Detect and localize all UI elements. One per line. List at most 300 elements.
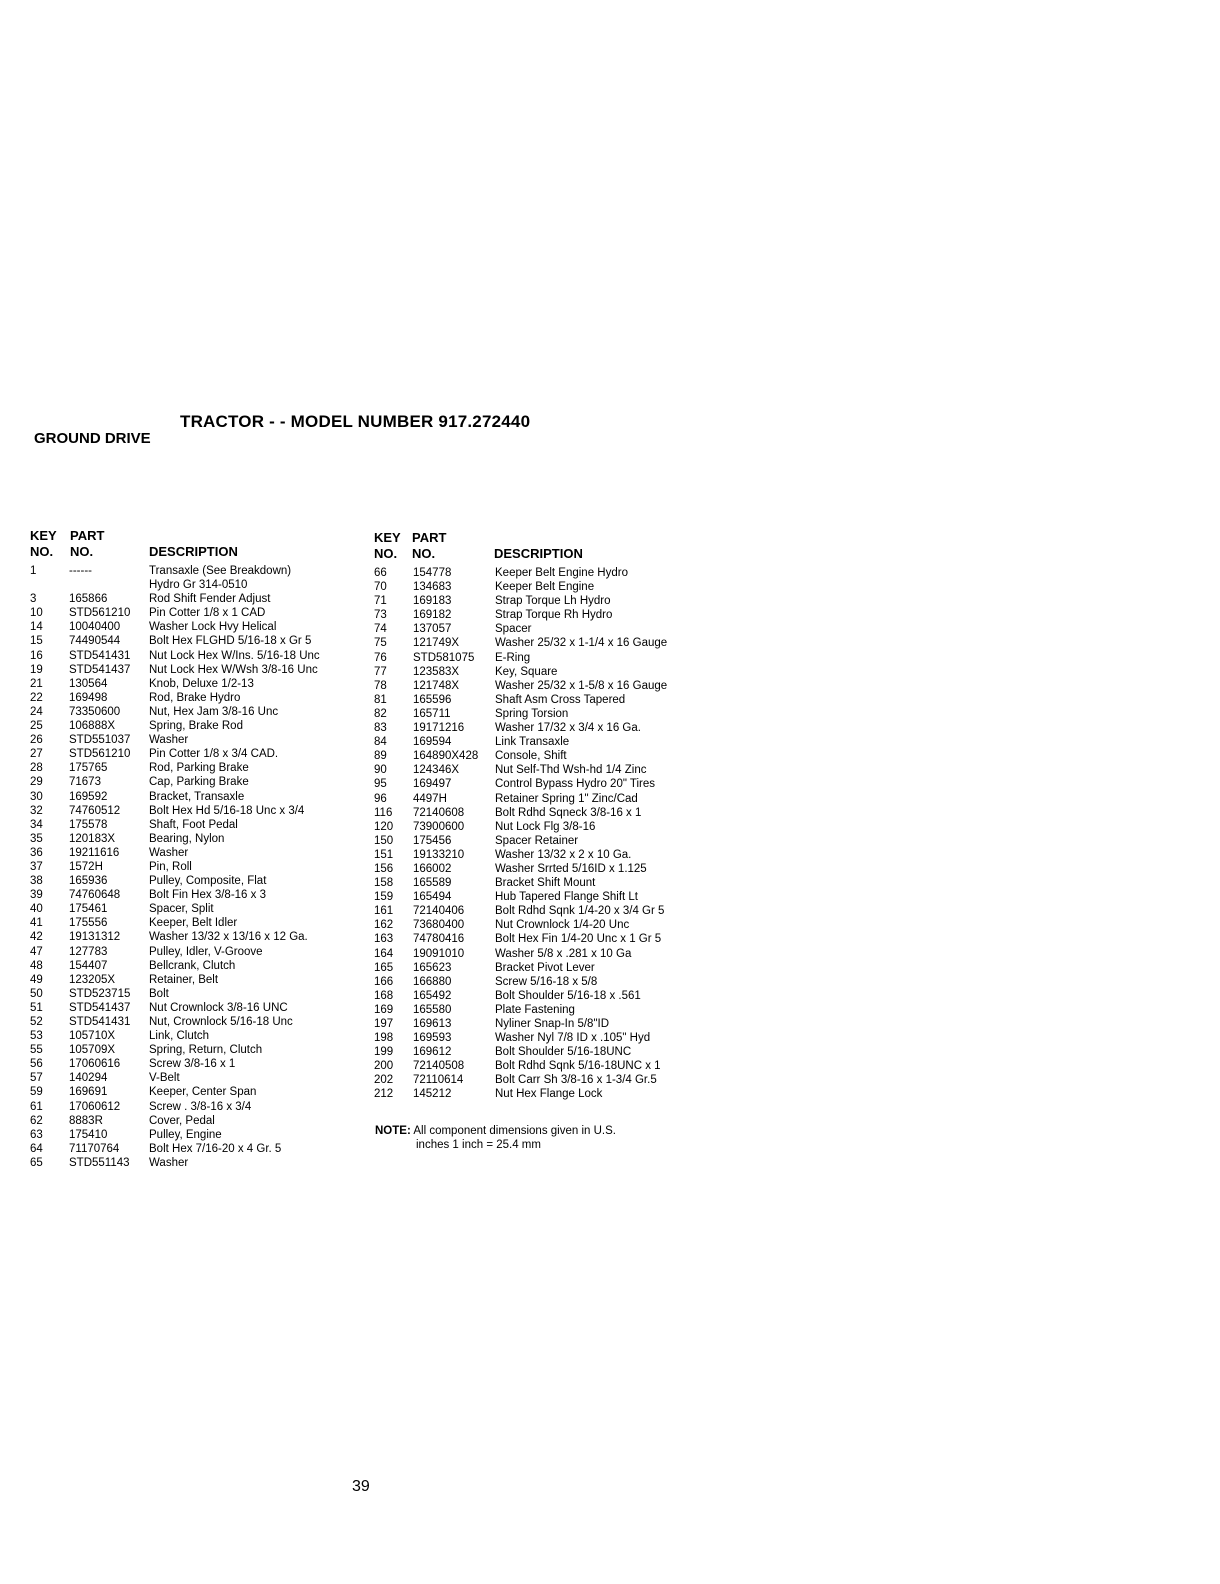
table-row [30, 804, 370, 818]
description-cell: Washer 13/32 x 13/16 x 12 Ga. [149, 931, 308, 944]
part-no-cell: STD581075 [413, 651, 475, 664]
part-no-cell: 169691 [69, 1086, 108, 1099]
key-no-cell: 1 [30, 565, 37, 577]
description-cell: Bolt Shoulder 5/16-18UNC [495, 1046, 632, 1059]
description-cell: Washer Srrted 5/16ID x 1.125 [495, 862, 647, 875]
table-row [30, 1128, 370, 1142]
description-cell: Bolt Rdhd Sqnk 5/16-18UNC x 1 [495, 1060, 661, 1073]
table-row [374, 918, 714, 932]
key-no-cell: 78 [374, 679, 387, 692]
part-no-cell: 19211616 [69, 846, 120, 859]
part-no-cell: 121748X [413, 679, 460, 692]
key-no-cell: 65 [30, 1156, 43, 1169]
key-no-cell: 59 [30, 1086, 43, 1099]
part-no-cell: 169613 [413, 1018, 452, 1030]
table-row [30, 930, 370, 944]
key-no-cell: 57 [30, 1072, 43, 1085]
key-no-cell: 116 [374, 806, 393, 819]
table-row [374, 876, 714, 890]
key-no-cell: 95 [374, 778, 387, 791]
description-cell: Bolt Rdhd Sqneck 3/8-16 x 1 [495, 806, 642, 819]
key-no-cell: 96 [374, 792, 387, 805]
description-cell: Link Transaxle [495, 736, 570, 749]
key-no-cell: 39 [30, 889, 43, 902]
description-cell: Spring, Return, Clutch [149, 1044, 263, 1057]
key-no-cell: 37 [30, 860, 43, 873]
description-cell: Nut Crownlock 1/4-20 Unc [495, 919, 630, 932]
table-row [30, 733, 370, 747]
key-no-cell: 61 [30, 1100, 43, 1113]
table-row [30, 564, 370, 578]
description-cell: Bolt [149, 987, 169, 1000]
table-row [374, 1017, 714, 1031]
table-row [30, 1100, 370, 1114]
key-no-cell: 120 [374, 820, 394, 833]
part-no-cell: 164890X428 [413, 750, 479, 763]
table-row [30, 832, 370, 846]
table-row [30, 1071, 370, 1085]
table-row [374, 651, 714, 665]
part-no-cell: STD551037 [69, 734, 131, 747]
description-cell: Pulley, Composite, Flat [149, 875, 267, 888]
part-no-cell: STD541437 [69, 1001, 131, 1014]
description-cell: Washer [149, 1156, 189, 1169]
description-cell: Nut Lock Flg 3/8-16 [495, 820, 596, 833]
part-no-cell: 137057 [413, 623, 452, 636]
key-no-cell: 49 [30, 973, 43, 986]
key-no-cell: 89 [374, 750, 387, 763]
table-row [30, 705, 370, 719]
table-row [374, 932, 714, 946]
key-no-cell: 42 [30, 931, 43, 944]
part-no-cell: 154407 [69, 959, 108, 972]
part-no-cell: 74760512 [69, 804, 121, 817]
key-no-cell: 63 [30, 1128, 43, 1141]
table-row [374, 989, 714, 1003]
note-label: NOTE: [375, 1125, 411, 1137]
table-row [374, 806, 714, 820]
key-no-cell: 40 [30, 903, 43, 916]
part-no-cell: 123583X [413, 665, 460, 678]
key-no-cell: 84 [374, 736, 387, 749]
key-no-cell: 24 [30, 705, 43, 718]
part-no-cell: 74760648 [69, 889, 121, 902]
description-cell: Keeper Belt Engine Hydro [495, 567, 628, 579]
description-cell: Key, Square [495, 665, 558, 678]
part-no-cell: STD561210 [69, 748, 131, 761]
key-no-cell: 158 [374, 877, 394, 890]
key-no-cell: 151 [374, 848, 394, 861]
description-cell: Rod, Brake Hydro [149, 691, 241, 704]
key-no-cell: 82 [374, 707, 387, 720]
table-row [374, 622, 714, 636]
key-no-cell: 32 [30, 804, 43, 817]
key-no-cell: 41 [30, 917, 43, 930]
description-cell: Washer 17/32 x 3/4 x 16 Ga. [495, 722, 641, 735]
key-no-cell: 55 [30, 1044, 43, 1057]
key-no-cell: 34 [30, 818, 43, 831]
table-row [374, 580, 714, 594]
part-no-cell: 1572H [69, 860, 103, 873]
part-no-cell: 72140608 [413, 806, 465, 819]
part-no-cell: 19171216 [413, 722, 465, 735]
description-cell: Bolt Shoulder 5/16-18 x .561 [495, 989, 641, 1002]
part-no-cell: STD541437 [69, 663, 131, 676]
key-no-cell: 36 [30, 846, 43, 859]
description-cell: Nut, Hex Jam 3/8-16 Unc [149, 705, 279, 718]
description-cell: Transaxle (See Breakdown) [149, 565, 292, 577]
table-row [374, 1003, 714, 1017]
table-row [30, 916, 370, 930]
key-no-cell: 73 [374, 609, 387, 622]
table-row [374, 904, 714, 918]
table-row [30, 987, 370, 1001]
table-row [30, 1085, 370, 1099]
description-cell: Spring, Brake Rod [149, 720, 243, 733]
page-title: TRACTOR - - MODEL NUMBER 917.272440 [180, 412, 531, 431]
part-no-cell: 121749X [413, 637, 460, 650]
description-cell: Cover, Pedal [149, 1114, 215, 1127]
key-no-cell: 21 [30, 677, 43, 690]
key-no-cell: 16 [30, 649, 43, 662]
part-no-cell: 4497H [413, 792, 447, 805]
part-no-cell: 165589 [413, 877, 452, 890]
key-no-cell: 52 [30, 1016, 43, 1028]
description-cell: Washer 13/32 x 2 x 10 Ga. [495, 848, 632, 861]
header-part-no-label: NO. [412, 546, 436, 561]
description-cell: Retainer Spring 1" Zinc/Cad [495, 792, 638, 805]
description-cell: Strap Torque Rh Hydro [495, 609, 613, 622]
part-no-cell: 73350600 [69, 705, 121, 718]
part-no-cell: STD541431 [69, 1016, 131, 1028]
description-cell: Link, Clutch [149, 1030, 210, 1043]
part-no-cell: STD523715 [69, 987, 131, 1000]
table-row [374, 961, 714, 975]
description-cell: Bolt Hex 7/16-20 x 4 Gr. 5 [149, 1142, 282, 1155]
part-no-cell: 165711 [413, 707, 451, 720]
key-no-cell: 150 [374, 834, 394, 847]
part-no-cell: 17060616 [69, 1058, 121, 1071]
description-cell: Bearing, Nylon [149, 832, 225, 845]
description-cell: Nut Self-Thd Wsh-hd 1/4 Zinc [495, 764, 647, 777]
part-no-cell: 72110614 [413, 1074, 464, 1087]
description-cell: Pin, Roll [149, 860, 192, 873]
table-row [30, 649, 370, 663]
table-row [374, 1087, 714, 1101]
key-no-cell: 198 [374, 1032, 394, 1045]
description-cell: Bolt Fin Hex 3/8-16 x 3 [149, 889, 266, 902]
part-no-cell: 140294 [69, 1072, 108, 1085]
part-no-cell: 71170764 [69, 1142, 120, 1155]
key-no-cell: 66 [374, 567, 387, 579]
table-row [30, 1057, 370, 1071]
part-no-cell: 165623 [413, 961, 452, 974]
description-cell: Nut, Crownlock 5/16-18 Unc [149, 1016, 293, 1028]
description-cell: Bellcrank, Clutch [149, 959, 236, 972]
key-no-cell: 25 [30, 720, 43, 733]
table-row [374, 1073, 714, 1087]
part-no-cell: 175578 [69, 818, 108, 831]
table-row [30, 1043, 370, 1057]
part-no-cell: 169498 [69, 691, 108, 704]
key-no-cell: 75 [374, 637, 387, 650]
key-no-cell: 163 [374, 933, 394, 946]
description-cell: Washer 5/8 x .281 x 10 Ga [495, 947, 632, 960]
key-no-cell: 83 [374, 722, 387, 735]
header-part-label: PART [412, 530, 447, 545]
key-no-cell: 3 [30, 593, 37, 606]
table-row [30, 973, 370, 987]
key-no-cell: 29 [30, 776, 43, 789]
header-part-no-label: NO. [70, 544, 94, 559]
part-no-cell: 154778 [413, 567, 452, 579]
key-no-cell: 38 [30, 875, 43, 888]
description-cell: Keeper, Center Span [149, 1086, 257, 1099]
part-no-cell: 169182 [413, 609, 452, 622]
part-no-cell: 175410 [69, 1128, 108, 1141]
table-row [374, 792, 714, 806]
description-cell: Nut Lock Hex W/Ins. 5/16-18 Unc [149, 649, 320, 662]
part-no-cell: 120183X [69, 832, 116, 845]
part-no-cell: 165494 [413, 891, 452, 904]
part-no-cell: 127783 [69, 945, 108, 958]
part-no-cell: 106888X [69, 720, 116, 733]
description-cell: Knob, Deluxe 1/2-13 [149, 677, 254, 690]
key-no-cell: 19 [30, 663, 43, 676]
table-row [30, 945, 370, 959]
key-no-cell: 166 [374, 975, 394, 988]
table-row [374, 679, 714, 693]
part-no-cell: STD541431 [69, 649, 131, 662]
table-header-right [374, 530, 714, 566]
description-cell: Spacer [495, 623, 532, 636]
table-row [374, 947, 714, 961]
description-cell: Rod, Parking Brake [149, 762, 249, 775]
description-cell: Washer 25/32 x 1-1/4 x 16 Gauge [495, 637, 668, 650]
header-key-label: KEY [30, 528, 57, 543]
table-row [30, 860, 370, 874]
table-row [374, 636, 714, 650]
part-no-cell: 166880 [413, 975, 452, 988]
part-no-cell: 145212 [413, 1088, 452, 1101]
part-no-cell: 73900600 [413, 820, 465, 833]
table-row [30, 1142, 370, 1156]
key-no-cell: 62 [30, 1114, 43, 1127]
table-row [30, 1029, 370, 1043]
part-no-cell: 165492 [413, 989, 452, 1002]
description-cell: Spring Torsion [495, 707, 569, 720]
part-no-cell: 10040400 [69, 621, 121, 634]
table-header-left [30, 528, 370, 564]
part-no-cell: 8883R [69, 1114, 103, 1127]
header-key-no-label: NO. [374, 546, 398, 561]
description-cell: Washer 25/32 x 1-5/8 x 16 Gauge [495, 679, 668, 692]
key-no-cell: 64 [30, 1142, 43, 1155]
table-row [374, 834, 714, 848]
part-no-cell: 74490544 [69, 635, 121, 648]
part-no-cell: 165936 [69, 875, 108, 888]
key-no-cell: 71 [374, 595, 387, 608]
key-no-cell: 165 [374, 961, 394, 974]
table-row [374, 1031, 714, 1045]
description-cell: Cap, Parking Brake [149, 776, 249, 789]
key-no-cell: 202 [374, 1074, 394, 1087]
part-no-cell: 165866 [69, 593, 108, 606]
description-cell: Washer [149, 734, 189, 747]
description-cell: Hydro Gr 314-0510 [149, 579, 248, 592]
key-no-cell: 22 [30, 691, 43, 704]
table-row [374, 707, 714, 721]
key-no-cell: 212 [374, 1088, 394, 1101]
part-no-cell: 134683 [413, 581, 452, 594]
key-no-cell: 90 [374, 764, 387, 777]
key-no-cell: 76 [374, 651, 387, 664]
key-no-cell: 164 [374, 947, 394, 960]
table-row [374, 862, 714, 876]
table-row [374, 693, 714, 707]
table-row [374, 735, 714, 749]
table-row [30, 1015, 370, 1029]
table-body-right [374, 566, 714, 1102]
key-no-cell: 81 [374, 693, 387, 706]
description-cell: Bolt Carr Sh 3/8-16 x 1-3/4 Gr.5 [495, 1074, 657, 1087]
table-row [374, 975, 714, 989]
table-row [374, 749, 714, 763]
part-no-cell: 165596 [413, 693, 452, 706]
description-cell: Bolt Hex FLGHD 5/16-18 x Gr 5 [149, 635, 312, 648]
table-row [374, 566, 714, 580]
table-row [30, 1156, 370, 1170]
description-cell: Pulley, Idler, V-Groove [149, 945, 263, 958]
table-row [30, 902, 370, 916]
description-cell: Pulley, Engine [149, 1128, 222, 1141]
key-no-cell: 70 [374, 581, 387, 594]
part-no-cell: 169183 [413, 595, 452, 608]
part-no-cell: 17060612 [69, 1100, 121, 1113]
key-no-cell: 15 [30, 635, 43, 648]
description-cell: Screw 3/8-16 x 1 [149, 1058, 236, 1071]
parts-table-left [30, 528, 370, 1170]
key-no-cell: 169 [374, 1003, 394, 1016]
table-row [30, 691, 370, 705]
header-key-label: KEY [374, 530, 401, 545]
key-no-cell: 74 [374, 623, 387, 636]
table-row [30, 620, 370, 634]
header-description-label: DESCRIPTION [494, 546, 583, 561]
key-no-cell: 161 [374, 905, 394, 918]
key-no-cell: 56 [30, 1058, 43, 1071]
table-row [374, 820, 714, 834]
part-no-cell: 169592 [69, 790, 108, 803]
key-no-cell: 197 [374, 1018, 394, 1030]
description-cell: Washer Lock Hvy Helical [149, 621, 277, 634]
description-cell: Console, Shift [495, 750, 567, 763]
table-row [30, 634, 370, 648]
key-no-cell: 162 [374, 919, 394, 932]
description-cell: Shaft Asm Cross Tapered [495, 693, 626, 706]
description-cell: Bolt Hex Hd 5/16-18 Unc x 3/4 [149, 804, 305, 817]
description-cell: E-Ring [495, 651, 531, 664]
description-cell: Hub Tapered Flange Shift Lt [495, 891, 638, 904]
table-row [30, 818, 370, 832]
part-no-cell: 72140406 [413, 905, 465, 918]
part-no-cell: 130564 [69, 677, 108, 690]
description-cell: Nyliner Snap-In 5/8"ID [495, 1018, 610, 1030]
part-no-cell: 169497 [413, 778, 452, 791]
part-no-cell: 19133210 [413, 848, 465, 861]
key-no-cell: 199 [374, 1046, 394, 1059]
dimension-note [375, 1124, 616, 1152]
key-no-cell: 10 [30, 607, 43, 620]
table-row [30, 1001, 370, 1015]
key-no-cell: 47 [30, 945, 43, 958]
part-no-cell: STD561210 [69, 607, 131, 620]
part-no-cell: 169612 [413, 1046, 452, 1059]
part-no-cell: 123205X [69, 973, 116, 986]
table-row [374, 890, 714, 904]
key-no-cell: 53 [30, 1030, 43, 1043]
note-line-1: All component dimensions given in U.S. [413, 1125, 616, 1137]
part-no-cell: 175556 [69, 917, 108, 930]
table-row [30, 719, 370, 733]
table-row [374, 721, 714, 735]
table-row [374, 665, 714, 679]
description-cell: Spacer Retainer [495, 834, 579, 847]
description-cell: Nut Lock Hex W/Wsh 3/8-16 Unc [149, 663, 318, 676]
description-cell: Nut Crownlock 3/8-16 UNC [149, 1001, 288, 1014]
part-no-cell: 19091010 [413, 947, 465, 960]
description-cell: Retainer, Belt [149, 973, 219, 986]
key-no-cell: 30 [30, 790, 43, 803]
description-cell: V-Belt [149, 1072, 180, 1085]
description-cell: Keeper, Belt Idler [149, 917, 238, 930]
table-row [30, 592, 370, 606]
description-cell: Pin Cotter 1/8 x 1 CAD [149, 607, 266, 620]
description-cell: Control Bypass Hydro 20" Tires [495, 778, 656, 791]
table-row [30, 874, 370, 888]
table-row [374, 1059, 714, 1073]
table-row [30, 677, 370, 691]
part-no-cell: STD551143 [69, 1156, 130, 1169]
table-row [30, 846, 370, 860]
part-no-cell: 124346X [413, 764, 460, 777]
description-cell: Plate Fastening [495, 1003, 575, 1016]
table-row [30, 790, 370, 804]
part-no-cell: 71673 [69, 776, 101, 789]
key-no-cell: 35 [30, 832, 43, 845]
key-no-cell: 159 [374, 891, 394, 904]
description-cell: Spacer, Split [149, 903, 214, 916]
header-key-no-label: NO. [30, 544, 54, 559]
table-row [374, 848, 714, 862]
key-no-cell: 50 [30, 987, 43, 1000]
description-cell: Bracket Shift Mount [495, 877, 596, 890]
table-row [374, 594, 714, 608]
page-number: 39 [352, 1478, 370, 1495]
key-no-cell: 168 [374, 989, 394, 1002]
description-cell: Screw . 3/8-16 x 3/4 [149, 1100, 252, 1113]
table-row [30, 1114, 370, 1128]
part-no-cell: 72140508 [413, 1060, 465, 1073]
table-row [30, 606, 370, 620]
section-subtitle: GROUND DRIVE [34, 430, 151, 447]
table-row [30, 959, 370, 973]
part-no-cell: 73680400 [413, 919, 465, 932]
description-cell: Bolt Rdhd Sqnk 1/4-20 x 3/4 Gr 5 [495, 905, 665, 918]
part-no-cell: 19131312 [69, 931, 121, 944]
description-cell: Strap Torque Lh Hydro [495, 595, 611, 608]
description-cell: Keeper Belt Engine [495, 581, 595, 594]
